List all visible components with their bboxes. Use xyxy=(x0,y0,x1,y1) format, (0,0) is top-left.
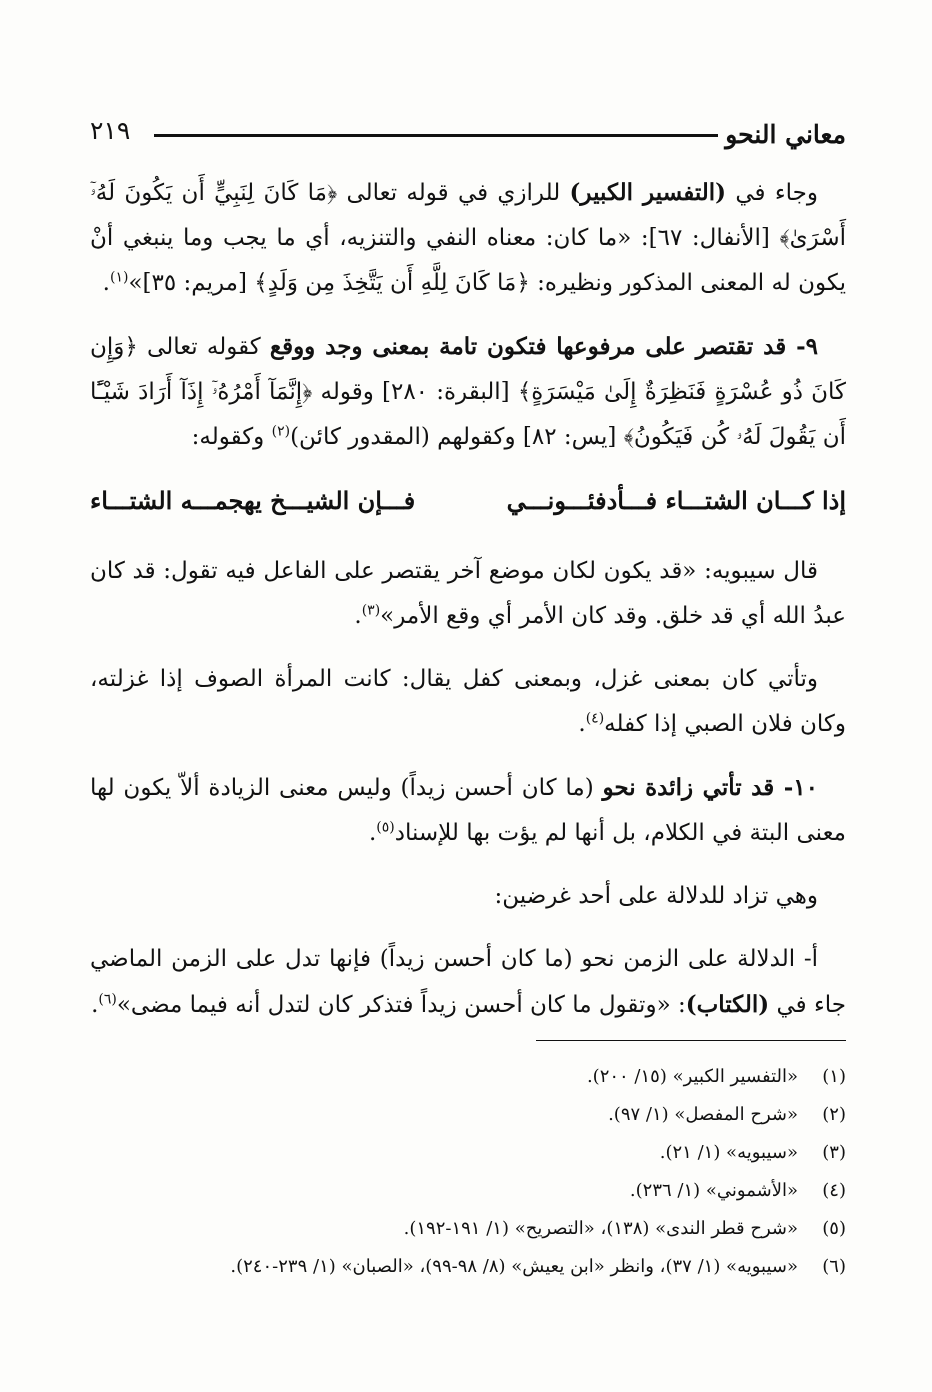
text-run: . xyxy=(578,711,586,737)
quran-verse: ﴿مَا كَانَ لِلَّهِ أَن يَتَّخِذَ مِن وَلَدٍ﴾ xyxy=(254,270,530,296)
text-run: [مريم: ٣٥]» xyxy=(128,270,255,296)
footnote-text: «سيبويه» (١/ ٢١). xyxy=(659,1142,798,1163)
paragraph-1 xyxy=(90,170,846,306)
footnote-number: (٤) xyxy=(822,1180,846,1201)
poem-second-hemistich: فـــإن الشيـــخ يهجمـــه الشتـــاء xyxy=(90,486,416,515)
book-title-bold: (الكتاب) xyxy=(685,991,770,1018)
paragraph-5 xyxy=(90,765,846,856)
footnote-item xyxy=(90,1248,846,1286)
footnote-separator xyxy=(536,1040,846,1041)
footnote-ref: (٥) xyxy=(376,819,395,836)
footnote-number: (٥) xyxy=(822,1218,846,1239)
page-header xyxy=(90,112,846,160)
text-run: . xyxy=(354,603,362,629)
text-run: . xyxy=(102,270,110,296)
poem-verse xyxy=(90,478,846,523)
paragraph-7 xyxy=(90,937,846,1028)
footnote-number: (٣) xyxy=(822,1142,846,1163)
paragraph-3 xyxy=(90,549,846,639)
paragraph-6: وهي تزاد للدلالة على أحد غرضين: xyxy=(494,883,818,909)
footnote-number: (١) xyxy=(822,1066,846,1087)
footnote-ref: (٤) xyxy=(585,710,605,727)
text-run: (ما كان أحسن زيداً) وليس معنى الزيادة ألاّ يكون لها معنى البتة في الكلام، بل أنها لم يؤت بها للإسناد xyxy=(90,775,846,846)
section-heading-10: ١٠- قد تأتي زائدة نحو xyxy=(602,774,818,801)
text-run: أ- الدلالة على الزمن نحو (ما كان أحسن زيداً) فإنها تدل على الزمن الماضي جاء في xyxy=(90,946,846,1018)
footnote-item xyxy=(90,1210,846,1248)
quran-verse: ﴿إِنَّمَآ أَمْرُهُۥٓ إِذَآ أَرَادَ شَيْـًٔا أَن يَقُولَ لَهُۥ كُن فَيَكُونُ﴾ xyxy=(90,379,846,450)
paragraph-4 xyxy=(90,657,846,747)
footnote-text: «التفسير الكبير» (١٥/ ٢٠٠). xyxy=(586,1066,798,1087)
text-run: وجاء في xyxy=(726,180,818,206)
main-text xyxy=(90,170,846,1046)
footnote-item xyxy=(90,1096,846,1134)
page-number: ٢١٩ xyxy=(90,116,131,145)
footnote-text: «الأشموني» (١/ ٢٣٦). xyxy=(629,1180,798,1201)
text-run: [الأنفال: ٦٧]: «ما كان: معناه النفي والتنزيه، أي ما يجب وما ينبغي أنْ يكون له المعنى المذكور ونظيره: xyxy=(90,225,846,296)
footnote-item xyxy=(90,1134,846,1172)
running-title: معاني النحو xyxy=(725,120,846,149)
footnote-ref: (٣) xyxy=(361,602,381,619)
text-run: : «وتقول ما كان أحسن زيداً فتذكر كان لتدل أنه فيما مضى» xyxy=(116,992,686,1018)
footnote-text: «شرح المفصل» (١/ ٩٧). xyxy=(608,1104,798,1125)
footnote-ref: (١) xyxy=(109,269,129,286)
footnote-item xyxy=(90,1058,846,1096)
text-run: قال سيبويه: «قد يكون لكان موضع آخر يقتصر على الفاعل فيه تقول: قد كان عبدُ الله أي قد خلق. وقد كان الأمر أي وقع الأمر» xyxy=(90,558,846,629)
quran-verse: ﴿وَإِن كَانَ ذُو عُسْرَةٍ فَنَظِرَةٌ إِلَىٰ مَيْسَرَةٍ﴾ xyxy=(90,334,847,405)
section-heading-9: ٩- قد تقتصر على مرفوعها فتكون تامة بمعنى وجد ووقع xyxy=(269,333,818,360)
footnotes xyxy=(90,1058,846,1286)
text-run: وتأتي كان بمعنى غزل، وبمعنى كفل يقال: كانت المرأة الصوف إذا غزلته، وكان فلان الصبي إذا كفله xyxy=(90,666,846,737)
footnote-number: (٢) xyxy=(822,1104,846,1125)
quran-verse: ﴿مَا كَانَ لِنَبِيٍّ أَن يَكُونَ لَهُۥٓ أَسْرَىٰ﴾ xyxy=(90,180,847,251)
book-title-bold: (التفسير الكبير) xyxy=(569,179,727,206)
footnote-ref: (٦) xyxy=(98,991,117,1008)
footnote-item xyxy=(90,1172,846,1210)
text-run: . xyxy=(368,820,377,846)
text-run: كقوله تعالى xyxy=(137,334,270,360)
text-run: [يس: ٨٢] وكقولهم (المقدور كائن) xyxy=(290,424,624,450)
text-run: للرازي في قوله تعالى xyxy=(337,180,570,206)
footnote-number: (٦) xyxy=(822,1256,846,1277)
text-run: [البقرة: ٢٨٠] وقوله xyxy=(312,379,518,405)
footnote-ref: (٢) xyxy=(271,423,291,440)
poem-first-hemistich: إذا كـــان الشتـــاء فـــأدفئـــونـــي xyxy=(506,486,846,515)
paragraph-2 xyxy=(90,324,846,460)
header-rule xyxy=(154,134,718,137)
footnote-text: «سيبويه» (١/ ٣٧)، وانظر «ابن يعيش» (٨/ ٩٨-٩٩)، «الصبان» (١/ ٢٣٩-٢٤٠). xyxy=(230,1256,798,1277)
text-run: وكقوله: xyxy=(191,424,272,450)
footnote-text: «شرح قطر الندى» (١٣٨)، «التصريح» (١/ ١٩١-١٩٢). xyxy=(403,1218,798,1239)
text-run: . xyxy=(91,992,99,1018)
